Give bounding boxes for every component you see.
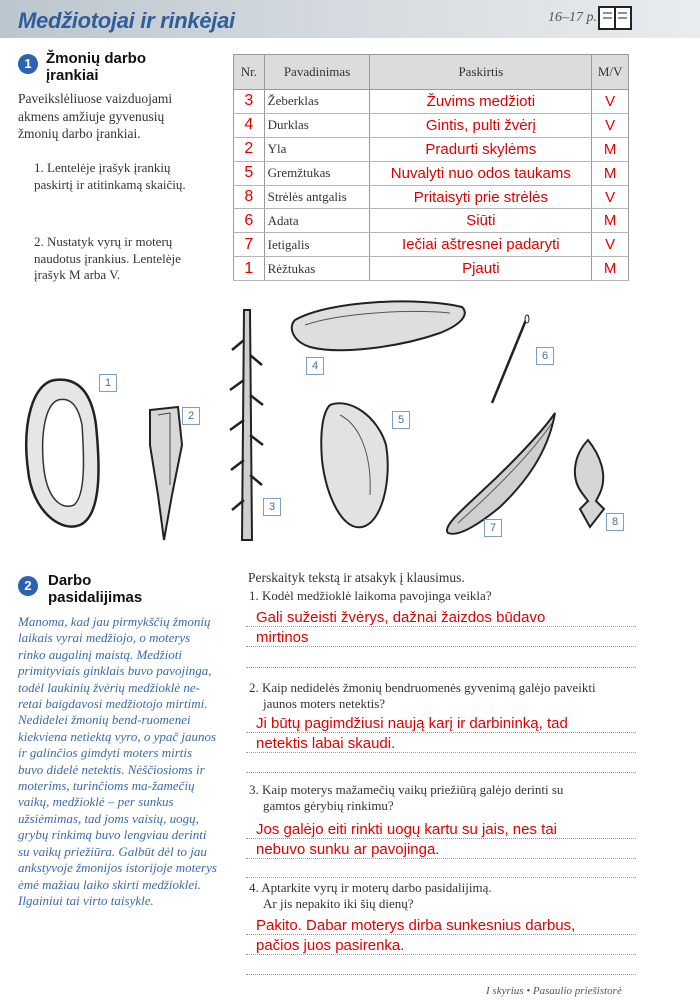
tool-name: Ietigalis: [264, 233, 370, 257]
answer-2: [256, 714, 676, 754]
answer-line: [246, 974, 636, 975]
answer-line: [246, 934, 636, 935]
section-2-title-line1: Darbo: [48, 572, 92, 589]
tool-7-spearhead-drawing: [447, 413, 555, 534]
answer-line: [246, 667, 636, 668]
table-row: [234, 161, 629, 185]
tool-purpose: Siūti: [466, 212, 496, 230]
table-row: [234, 209, 629, 233]
answer-1-line1: Gali sužeisti žvėrys, dažnai žaizdos būdavo: [256, 609, 546, 626]
row-number: 7: [244, 235, 254, 253]
tool-4-dagger-drawing: [292, 301, 465, 350]
question-1: 1. Kodėl medžioklė laikoma pavojinga veikla?: [249, 588, 492, 603]
tool-name: Adata: [264, 209, 370, 233]
answer-1: [256, 608, 676, 648]
table-row: [234, 257, 629, 281]
answer-3-line1: Jos galėjo eiti rinkti uogų kartu su jais, nes tai: [256, 821, 557, 838]
question-4: [249, 880, 649, 912]
tools-table: [233, 54, 629, 281]
section-number-1: 1: [18, 54, 38, 74]
section-1-title: [46, 50, 146, 84]
row-number: 1: [244, 259, 254, 277]
figure-number-5: 5: [392, 411, 410, 429]
table-row: [234, 233, 629, 257]
question-4-line1: 4. Aptarkite vyrų ir moterų darbo pasidalijimą.: [249, 880, 492, 895]
question-3-line2: gamtos gėrybių rinkimu?: [263, 798, 394, 813]
questions-intro: Perskaityk tekstą ir atsakyk į klausimus.: [248, 570, 465, 585]
page-title: Medžiotojai ir rinkėjai: [18, 8, 235, 33]
figure-number-3: 3: [263, 498, 281, 516]
tool-2-awl-drawing: [150, 407, 182, 540]
header-use: Paskirtis: [370, 55, 592, 90]
question-4-line2: Ar jis nepakito iki šių dienų?: [263, 896, 414, 911]
section-2-title-line2: pasidalijimas: [48, 589, 143, 606]
stone-tools-illustration: [0, 295, 700, 565]
answer-1-line2: mirtinos: [256, 629, 309, 646]
table-row: [234, 185, 629, 209]
figure-number-8: 8: [606, 513, 624, 531]
section-2-title: [48, 572, 142, 606]
answer-4: [256, 916, 676, 956]
tool-name: Durklas: [264, 113, 370, 137]
answer-line: [246, 772, 636, 773]
tool-gender: M: [603, 212, 617, 230]
header-mv: M/V: [592, 55, 629, 90]
figure-number-2: 2: [182, 407, 200, 425]
answer-2-line2: netektis labai skaudi.: [256, 735, 396, 752]
row-number: 8: [244, 188, 254, 205]
answer-line: [246, 626, 636, 627]
figure-number-7: 7: [484, 519, 502, 537]
answer-line: [246, 877, 636, 878]
tool-name: Yla: [264, 137, 370, 161]
tool-purpose: Pritaisyti prie strėlės: [413, 188, 548, 206]
tool-gender: M: [603, 164, 617, 182]
tool-name: Žeberklas: [264, 90, 370, 114]
tool-purpose: Gintis, pulti žvėrį: [425, 116, 536, 134]
row-number: 6: [244, 211, 254, 229]
book-icon: [598, 6, 632, 30]
figure-number-4: 4: [306, 357, 324, 375]
tool-gender: V: [605, 236, 616, 254]
row-number: 3: [244, 92, 254, 110]
tool-gender: M: [603, 140, 617, 158]
section-1-intro: Paveikslėliuose vaizduojami akmens amžiuje gyvenusių žmonių darbo įrankiai.: [18, 91, 173, 141]
answer-3-line2: nebuvo sunku ar pavojinga.: [256, 841, 440, 858]
answer-line: [246, 752, 636, 753]
table-header-row: [234, 55, 629, 90]
row-number: 4: [244, 116, 254, 134]
figure-number-6: 6: [536, 347, 554, 365]
tool-gender: V: [605, 188, 616, 206]
table-row: [234, 90, 629, 114]
answer-line: [246, 838, 636, 839]
tool-5-scraper-drawing: [321, 403, 387, 527]
task-1: 1. Lentelėje įrašyk įrankių paskirtį ir atitinkamą skaičių.: [34, 160, 186, 192]
section-1-title-line1: Žmonių darbo: [46, 50, 146, 67]
tool-6-needle-drawing: [492, 315, 529, 403]
question-3-line1: 3. Kaip moterys mažamečių vaikų priežiūrą galėjo derinti su: [249, 782, 564, 797]
tool-8-arrowhead-drawing: [575, 440, 604, 527]
table-row: [234, 137, 629, 161]
row-number: 2: [244, 140, 254, 158]
tool-purpose: Iečiai aštresnei padaryti: [402, 236, 560, 254]
section-1-title-line2: įrankiai: [46, 67, 99, 84]
answer-4-line2: pačios juos pasirenka.: [256, 937, 405, 954]
header-name: Pavadinimas: [264, 55, 370, 90]
tool-purpose: Nuvalyti nuo odos taukams: [390, 164, 571, 182]
tool-gender: M: [603, 260, 617, 278]
question-3: [249, 782, 649, 814]
answer-line: [246, 858, 636, 859]
question-2-line1: 2. Kaip nedidelės žmonių bendruomenės gyvenimą galėjo paveikti: [249, 680, 596, 695]
section-number-2: 2: [18, 576, 38, 596]
tool-gender: V: [605, 116, 616, 134]
question-2-line2: jaunos moters netektis?: [263, 696, 386, 711]
tool-1-cutter-drawing: [26, 380, 98, 527]
answer-3: [256, 820, 676, 860]
header-nr: Nr.: [234, 55, 265, 90]
page-footer: I skyrius • Pasaulio priešistorė: [486, 985, 622, 997]
figure-number-1: 1: [99, 374, 117, 392]
answer-line: [246, 732, 636, 733]
tool-name: Rėžtukas: [264, 257, 370, 281]
tool-purpose: Žuvims medžioti: [426, 92, 536, 110]
answer-4-line1: Pakito. Dabar moterys dirba sunkesnius darbus,: [256, 917, 576, 934]
task-2: 2. Nustatyk vyrų ir moterų naudotus įrankius. Lentelėje įrašyk M arba V.: [34, 234, 181, 282]
answer-2-line1: Ji būtų pagimdžiusi naują karį ir darbininką, tad: [256, 715, 568, 732]
tool-gender: V: [605, 92, 616, 110]
answer-line: [246, 954, 636, 955]
tool-name: Strėlės antgalis: [264, 185, 370, 209]
row-number: 5: [244, 164, 254, 182]
tool-purpose: Pjauti: [462, 260, 500, 278]
table-row: [234, 113, 629, 137]
tool-purpose: Pradurti skylėms: [425, 140, 537, 158]
tool-3-harpoon-drawing: [230, 310, 263, 540]
section-2-story: Manoma, kad jau pirmykščių žmonių laikais vyrai medžiojo, o moterys rinko augalinį maistą. Medžioti primityviais ginklais buvo pavojinga, todėl laukinių žvėrių medžioklė ne-retai baigdavosi medžiotojo mirtimi. Nedidelei žmonių bend-ruomenei kiekviena netiektą vyro, o ypač jaunos ir galinčios gimdyti moters mirtis buvo didelė netektis. Nėščiosioms ir moterims, turinčioms ma-žamečių vaikų, medžioklė – per sunkus užsiėmimas, tad joms vaisių, uogų, grybų rinkimą buvo lengviau derinti su vaikų priežiūra. Galbūt dėl to jau ankstyvoje žmonijos istorijoje moterys ėmė mažiau laiko skirti medžioklei. Ilgainiui tai virto taisykle.: [18, 614, 217, 908]
tool-name: Gremžtukas: [264, 161, 370, 185]
question-2: [249, 680, 649, 712]
page-reference: 16–17 p.: [548, 10, 597, 25]
answer-line: [246, 646, 636, 647]
